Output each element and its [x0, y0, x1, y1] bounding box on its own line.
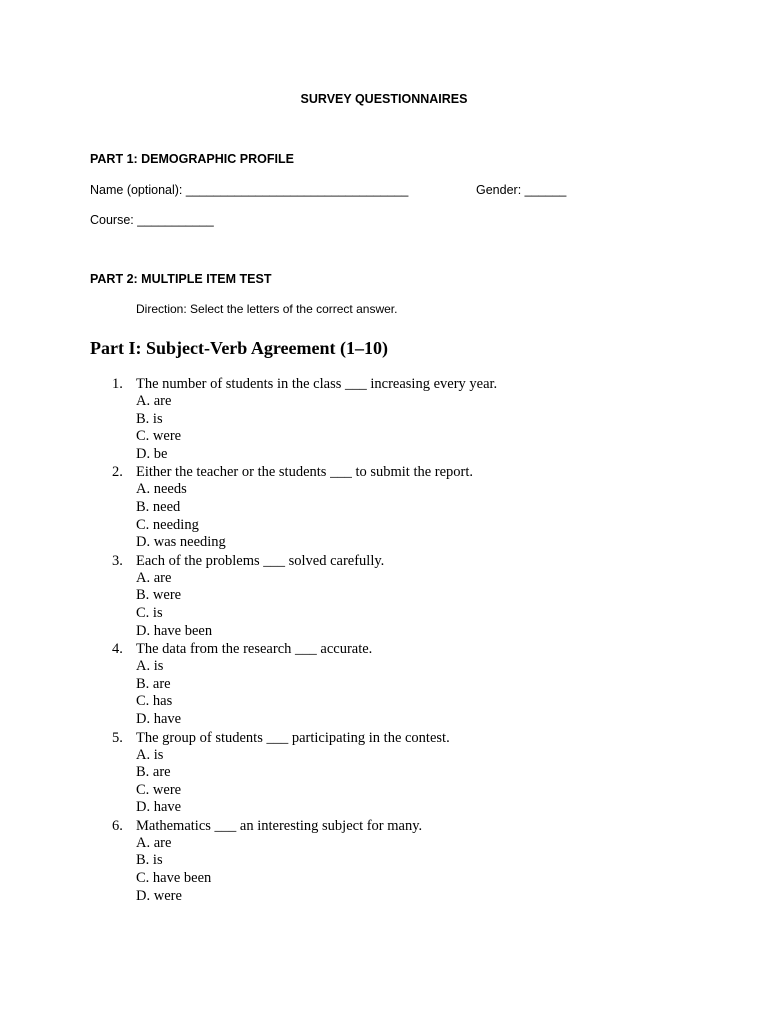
question-text: Either the teacher or the students ___ to submit the report.	[136, 464, 474, 481]
option-a: A. is	[136, 658, 164, 675]
question-line	[0, 817, 768, 835]
question-number: 4.	[112, 641, 123, 658]
question-item	[0, 552, 768, 640]
option-a: A. are	[136, 393, 172, 409]
option-a: A. are	[136, 834, 172, 851]
question-text: The data from the research ___ accurate.	[136, 641, 373, 658]
option-list	[0, 393, 768, 463]
option-a: A. are	[136, 569, 172, 586]
question-number: 2.	[112, 464, 123, 481]
option-c: C. has	[136, 693, 173, 710]
question-number: 3.	[112, 552, 123, 569]
option-list	[0, 570, 768, 640]
question-item	[0, 817, 768, 905]
question-item	[0, 640, 768, 728]
option-c: C. were	[136, 428, 182, 445]
option-d: D. have	[136, 710, 182, 727]
option-list	[0, 747, 768, 817]
question-number: 6.	[112, 817, 123, 834]
option-a: A. needs	[136, 481, 187, 498]
option-d: D. be	[136, 445, 168, 462]
option-d: D. have been	[136, 622, 213, 639]
option-d: D. was needing	[136, 534, 226, 551]
question-line	[0, 640, 768, 658]
direction-text: Direction: Select the letters of the correct answer.	[136, 302, 398, 316]
option-c: C. needing	[136, 516, 199, 533]
question-text: The group of students ___ participating in the contest.	[136, 729, 450, 746]
part2-heading: PART 2: MULTIPLE ITEM TEST	[90, 272, 272, 286]
question-line	[0, 552, 768, 570]
option-b: B. need	[136, 498, 181, 515]
option-list	[0, 481, 768, 551]
option-list	[0, 835, 768, 905]
course-field: Course: ___________	[90, 213, 214, 227]
question-list	[0, 375, 768, 905]
question-number: 5.	[112, 729, 123, 746]
option-a: A. is	[136, 746, 164, 763]
question-item	[0, 375, 768, 463]
section-heading: Part I: Subject-Verb Agreement (1–10)	[90, 338, 388, 358]
option-b: B. are	[136, 764, 171, 781]
gender-field: Gender: ______	[476, 183, 567, 197]
part1-heading: PART 1: DEMOGRAPHIC PROFILE	[90, 152, 294, 166]
question-line	[0, 729, 768, 747]
option-b: B. is	[136, 410, 163, 427]
question-text: Each of the problems ___ solved carefully.	[136, 552, 385, 569]
question-text: The number of students in the class ___ increasing every year.	[136, 376, 498, 392]
option-c: C. have been	[136, 870, 212, 887]
question-number: 1.	[112, 376, 123, 392]
question-line	[0, 375, 768, 393]
question-text: Mathematics ___ an interesting subject for many.	[136, 817, 423, 834]
question-item	[0, 463, 768, 551]
document-title: SURVEY QUESTIONNAIRES	[300, 92, 468, 106]
option-c: C. is	[136, 604, 163, 621]
option-list	[0, 658, 768, 728]
option-b: B. were	[136, 587, 182, 604]
option-c: C. were	[136, 781, 182, 798]
name-field: Name (optional): ________________________________	[90, 183, 409, 197]
option-d: D. were	[136, 887, 182, 904]
option-b: B. is	[136, 852, 163, 869]
question-item	[0, 729, 768, 817]
option-b: B. are	[136, 675, 171, 692]
option-d: D. have	[136, 799, 182, 816]
question-line	[0, 463, 768, 481]
